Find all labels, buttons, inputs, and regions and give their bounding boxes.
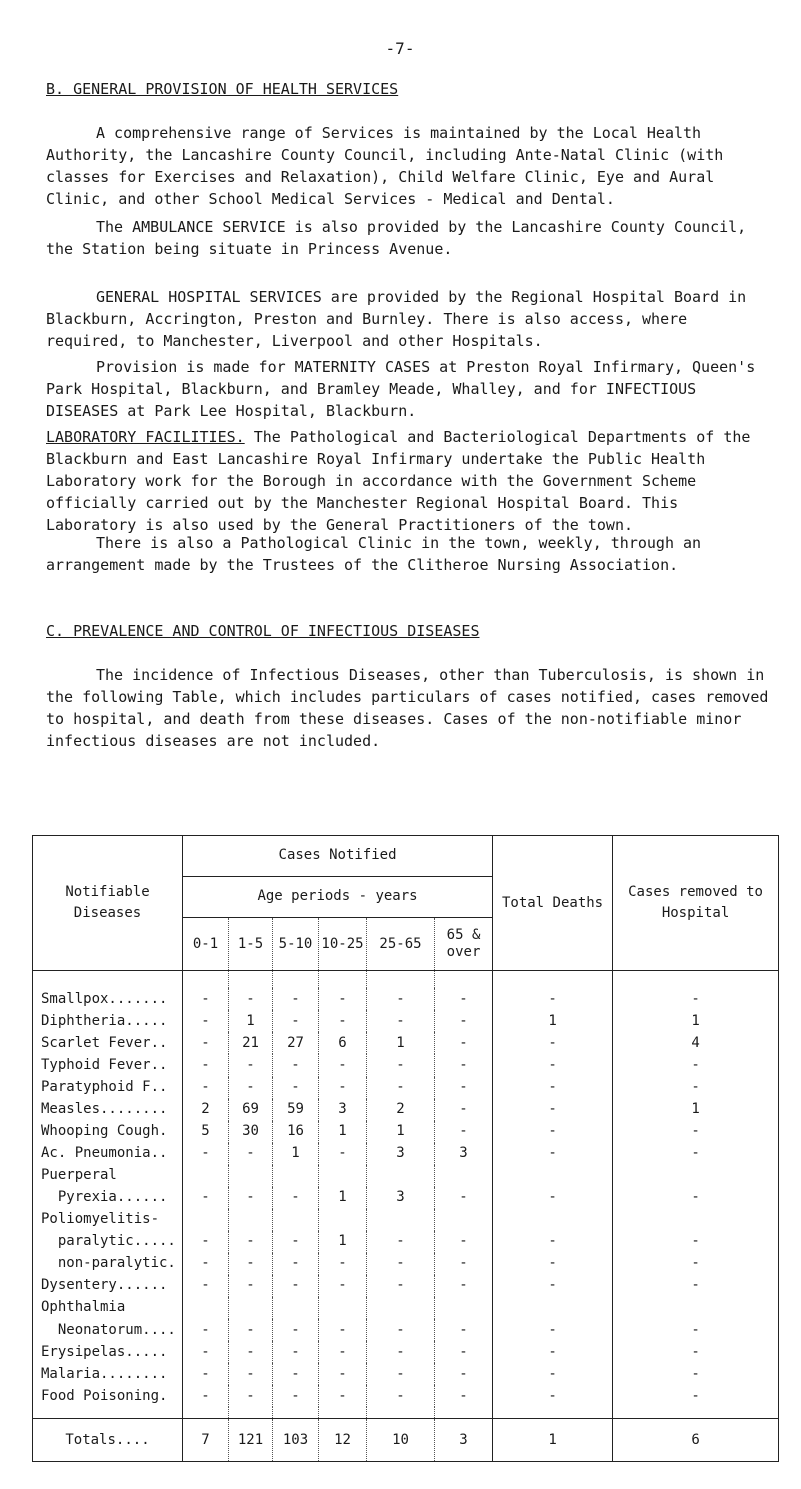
table-cell: - bbox=[613, 988, 779, 1010]
table-cell bbox=[613, 1297, 779, 1319]
table-cell: - bbox=[273, 1077, 319, 1099]
total-cell: 10 bbox=[367, 1418, 435, 1461]
table-cell: - bbox=[435, 1077, 493, 1099]
table-cell: - bbox=[613, 1363, 779, 1385]
table-cell: - bbox=[435, 1319, 493, 1341]
header-age-0-1: 0-1 bbox=[183, 917, 229, 971]
table-cell: - bbox=[493, 1319, 613, 1341]
table-cell: - bbox=[319, 1077, 367, 1099]
table-cell: - bbox=[229, 1054, 273, 1076]
table-cell: - bbox=[435, 1231, 493, 1253]
section-c-heading: C. PREVALENCE AND CONTROL OF INFECTIOUS DISEASES bbox=[46, 622, 480, 640]
disease-name: Diphtheria..... bbox=[33, 1010, 183, 1032]
table-cell: - bbox=[435, 1341, 493, 1363]
table-row bbox=[33, 1253, 779, 1275]
table-cell: - bbox=[273, 1385, 319, 1407]
header-notifiable-diseases: Notifiable Diseases bbox=[33, 836, 183, 971]
header-cases-notified: Cases Notified bbox=[183, 836, 493, 877]
table-cell: - bbox=[493, 1143, 613, 1165]
table-cell: 3 bbox=[435, 1143, 493, 1165]
table-cell bbox=[183, 1209, 229, 1231]
table-cell: 1 bbox=[493, 1010, 613, 1032]
table-cell: - bbox=[367, 1363, 435, 1385]
table-cell: - bbox=[435, 1363, 493, 1385]
table-cell: - bbox=[229, 1187, 273, 1209]
table-cell: - bbox=[201, 1321, 210, 1338]
table-cell: - bbox=[493, 988, 613, 1010]
disease-name: Malaria........ bbox=[33, 1363, 183, 1385]
totals-label: Totals.... bbox=[33, 1418, 183, 1461]
disease-name: paralytic..... bbox=[33, 1231, 183, 1253]
table-cell: - bbox=[613, 1253, 779, 1275]
table-cell: - bbox=[319, 1319, 367, 1341]
table-cell: - bbox=[613, 1341, 779, 1363]
table-cell: - bbox=[435, 1275, 493, 1297]
table-cell: - bbox=[493, 1341, 613, 1363]
table-cell: - bbox=[613, 1385, 779, 1407]
header-age-65-over: 65 & over bbox=[435, 917, 493, 971]
table-cell: - bbox=[273, 1187, 319, 1209]
table-row bbox=[33, 1363, 779, 1385]
disease-name: Neonatorum.... bbox=[33, 1319, 183, 1341]
table-row bbox=[33, 1054, 779, 1076]
table-row bbox=[33, 1231, 779, 1253]
table-cell: - bbox=[273, 1010, 319, 1032]
table-cell: - bbox=[319, 1143, 367, 1165]
disease-name: Poliomyelitis- bbox=[33, 1209, 183, 1231]
table-cell: - bbox=[493, 1231, 613, 1253]
table-cell bbox=[435, 1165, 493, 1187]
table-row bbox=[33, 1121, 779, 1143]
table-row bbox=[33, 1275, 779, 1297]
table-row bbox=[33, 1032, 779, 1054]
table-cell: - bbox=[201, 1012, 210, 1029]
table-cell: 1 bbox=[273, 1143, 319, 1165]
table-cell bbox=[367, 1165, 435, 1187]
table-cell: - bbox=[201, 1079, 210, 1096]
table-cell bbox=[229, 1209, 273, 1231]
table-cell: - bbox=[613, 1319, 779, 1341]
table-cell bbox=[367, 1209, 435, 1231]
total-cell: 103 bbox=[273, 1418, 319, 1461]
table-cell: 21 bbox=[229, 1032, 273, 1054]
table-row bbox=[33, 1187, 779, 1209]
table-cell bbox=[435, 1297, 493, 1319]
table-cell: - bbox=[201, 1056, 210, 1073]
table-cell: - bbox=[273, 1275, 319, 1297]
disease-name: non-paralytic. bbox=[33, 1253, 183, 1275]
para-laboratory bbox=[46, 426, 776, 536]
lab-heading: LABORATORY FACILITIES. bbox=[46, 428, 245, 446]
table-cell: - bbox=[613, 1143, 779, 1165]
table-cell: - bbox=[613, 1121, 779, 1143]
table-cell: - bbox=[229, 988, 273, 1010]
table-cell: - bbox=[273, 1253, 319, 1275]
table-cell: - bbox=[367, 988, 435, 1010]
table-cell: 1 bbox=[229, 1010, 273, 1032]
disease-name: Smallpox....... bbox=[33, 988, 183, 1010]
table-cell: - bbox=[613, 1275, 779, 1297]
table-cell: - bbox=[201, 1034, 210, 1051]
table-cell bbox=[367, 1297, 435, 1319]
table-cell: - bbox=[493, 1253, 613, 1275]
table-cell: - bbox=[229, 1341, 273, 1363]
table-cell: - bbox=[229, 1385, 273, 1407]
table-cell: 1 bbox=[367, 1032, 435, 1054]
table-cell: - bbox=[319, 1010, 367, 1032]
table-cell: 2 bbox=[367, 1099, 435, 1121]
table-cell: - bbox=[229, 1363, 273, 1385]
table-cell: - bbox=[319, 1054, 367, 1076]
disease-name: Typhoid Fever.. bbox=[33, 1054, 183, 1076]
table-cell: 1 bbox=[319, 1231, 367, 1253]
table-cell: - bbox=[201, 990, 210, 1007]
table-cell: - bbox=[229, 1253, 273, 1275]
header-cases-removed: Cases removed to Hospital bbox=[613, 836, 779, 971]
table-cell: - bbox=[367, 1319, 435, 1341]
lab-text: The Pathological and Bacteriological Departments of the Blackburn and East Lancashire Royal Infirmary undertake the Public Health Laboratory work for the Borough in accordance with the Government Scheme officially carried out by the Manchester Regional Hospital Board. This Laboratory is also used by the General Practitioners of the town. bbox=[46, 428, 751, 534]
table-cell: - bbox=[367, 1077, 435, 1099]
table-cell: - bbox=[229, 1077, 273, 1099]
page-number: -7- bbox=[385, 39, 415, 58]
disease-name: Scarlet Fever.. bbox=[33, 1032, 183, 1054]
table-cell: - bbox=[319, 988, 367, 1010]
disease-name: Paratyphoid F.. bbox=[33, 1077, 183, 1099]
table-cell: 6 bbox=[319, 1032, 367, 1054]
table-cell: - bbox=[493, 1032, 613, 1054]
table-cell: 1 bbox=[319, 1187, 367, 1209]
table-cell: 16 bbox=[273, 1121, 319, 1143]
disease-name: Ac. Pneumonia.. bbox=[33, 1143, 183, 1165]
table-cell: - bbox=[435, 1010, 493, 1032]
table-cell: - bbox=[273, 988, 319, 1010]
table-cell: - bbox=[493, 1099, 613, 1121]
disease-name: Pyrexia...... bbox=[33, 1187, 183, 1209]
table-cell: - bbox=[201, 1145, 210, 1162]
table-cell: - bbox=[273, 1054, 319, 1076]
table-cell bbox=[183, 1297, 229, 1319]
total-cell: 7 bbox=[183, 1418, 229, 1461]
disease-name: Food Poisoning. bbox=[33, 1385, 183, 1407]
table-cell bbox=[273, 1209, 319, 1231]
table-cell: 3 bbox=[367, 1143, 435, 1165]
table-cell: - bbox=[201, 1255, 210, 1272]
infectious-diseases-table bbox=[32, 835, 779, 1462]
header-age-1-5: 1-5 bbox=[229, 917, 273, 971]
para-maternity: Provision is made for MATERNITY CASES at Preston Royal Infirmary, Queen's Park Hospital, Blackburn, and Bramley Meade, Whalley, and for INFECTIOUS DISEASES at Park Lee Hospital, Blackburn. bbox=[46, 358, 756, 420]
table-cell: - bbox=[201, 1233, 210, 1250]
table-cell: - bbox=[319, 1253, 367, 1275]
table-cell: 3 bbox=[367, 1187, 435, 1209]
table-cell: - bbox=[435, 1253, 493, 1275]
table-cell: - bbox=[319, 1363, 367, 1385]
header-age-10-25: 10-25 bbox=[319, 917, 367, 971]
table-cell: - bbox=[435, 1385, 493, 1407]
table-cell: - bbox=[613, 1054, 779, 1076]
header-age-25-65: 25-65 bbox=[367, 917, 435, 971]
table-cell: - bbox=[435, 1099, 493, 1121]
table-cell: - bbox=[435, 1187, 493, 1209]
table-row bbox=[33, 1077, 779, 1099]
table-cell: 1 bbox=[367, 1121, 435, 1143]
table-cell bbox=[319, 1209, 367, 1231]
table-row bbox=[33, 988, 779, 1010]
table-cell: - bbox=[613, 1187, 779, 1209]
table-cell bbox=[613, 1165, 779, 1187]
table-cell bbox=[273, 1297, 319, 1319]
total-cell: 6 bbox=[613, 1418, 779, 1461]
total-cell: 121 bbox=[229, 1418, 273, 1461]
para-ambulance: The AMBULANCE SERVICE is also provided by the Lancashire County Council, the Station being situate in Princess Avenue. bbox=[46, 218, 747, 258]
table-cell: - bbox=[435, 988, 493, 1010]
table-cell bbox=[493, 1165, 613, 1187]
para-incidence: The incidence of Infectious Diseases, other than Tuberculosis, is shown in the following Table, which includes particulars of cases notified, cases removed to hospital, and death from these diseases. Cases of the non-notifiable minor infectious diseases are not included. bbox=[46, 666, 769, 750]
table-cell: - bbox=[493, 1121, 613, 1143]
table-cell: - bbox=[319, 1385, 367, 1407]
para-general-hospital: GENERAL HOSPITAL SERVICES are provided by the Regional Hospital Board in Blackburn, Accrington, Preston and Burnley. There is also access, where required, to Manchester, Liverpool and other Hospitals. bbox=[46, 288, 747, 350]
table-cell bbox=[493, 1297, 613, 1319]
table-row bbox=[33, 1165, 779, 1187]
table-cell: - bbox=[367, 1054, 435, 1076]
table-cell: 1 bbox=[613, 1099, 779, 1121]
table-cell: - bbox=[229, 1231, 273, 1253]
table-row bbox=[33, 1099, 779, 1121]
table-row bbox=[33, 1143, 779, 1165]
table-cell: 3 bbox=[319, 1099, 367, 1121]
header-total-deaths: Total Deaths bbox=[493, 836, 613, 971]
disease-name: Whooping Cough. bbox=[33, 1121, 183, 1143]
disease-name: Ophthalmia bbox=[33, 1297, 183, 1319]
table-cell: - bbox=[273, 1363, 319, 1385]
table-cell bbox=[229, 1165, 273, 1187]
table-cell: - bbox=[319, 1275, 367, 1297]
total-cell: 1 bbox=[493, 1418, 613, 1461]
table-cell: - bbox=[229, 1319, 273, 1341]
disease-name: Erysipelas..... bbox=[33, 1341, 183, 1363]
table-cell: - bbox=[435, 1032, 493, 1054]
table-row bbox=[33, 1297, 779, 1319]
table-cell: - bbox=[367, 1010, 435, 1032]
table-cell bbox=[493, 1209, 613, 1231]
table-cell: 30 bbox=[229, 1121, 273, 1143]
table-cell: - bbox=[201, 1277, 210, 1294]
table-cell: - bbox=[273, 1341, 319, 1363]
table-cell: - bbox=[435, 1121, 493, 1143]
total-cell: 3 bbox=[435, 1418, 493, 1461]
table-cell: - bbox=[201, 1365, 210, 1382]
table-cell: 69 bbox=[229, 1099, 273, 1121]
table-cell: - bbox=[229, 1143, 273, 1165]
table-cell: - bbox=[229, 1275, 273, 1297]
header-age-periods: Age periods - years bbox=[183, 876, 493, 917]
table-cell: - bbox=[201, 1343, 210, 1360]
table-cell: 27 bbox=[273, 1032, 319, 1054]
table-cell: - bbox=[367, 1341, 435, 1363]
disease-name: Puerperal bbox=[33, 1165, 183, 1187]
para-pathological-clinic: There is also a Pathological Clinic in the town, weekly, through an arrangement made by the Trustees of the Clitheroe Nursing Association. bbox=[46, 534, 702, 574]
table-cell bbox=[319, 1297, 367, 1319]
table-cell: - bbox=[493, 1275, 613, 1297]
header-age-5-10: 5-10 bbox=[273, 917, 319, 971]
table-cell: - bbox=[493, 1385, 613, 1407]
table-cell: - bbox=[273, 1319, 319, 1341]
table-cell: 1 bbox=[319, 1121, 367, 1143]
table-row bbox=[33, 1385, 779, 1407]
table-cell bbox=[229, 1297, 273, 1319]
table-cell: - bbox=[319, 1341, 367, 1363]
table-cell: 1 bbox=[613, 1010, 779, 1032]
table-cell: - bbox=[367, 1275, 435, 1297]
table-cell: - bbox=[493, 1363, 613, 1385]
table-row bbox=[33, 1341, 779, 1363]
total-cell: 12 bbox=[319, 1418, 367, 1461]
table-cell: - bbox=[613, 1231, 779, 1253]
table-row bbox=[33, 1209, 779, 1231]
table-cell: 5 bbox=[201, 1123, 210, 1140]
table-cell: - bbox=[367, 1231, 435, 1253]
table-cell bbox=[435, 1209, 493, 1231]
table-cell: - bbox=[435, 1054, 493, 1076]
table-row bbox=[33, 1010, 779, 1032]
table-row bbox=[33, 1319, 779, 1341]
table-cell: - bbox=[613, 1077, 779, 1099]
table-cell bbox=[183, 1165, 229, 1187]
table-cell: - bbox=[493, 1187, 613, 1209]
table-cell bbox=[319, 1165, 367, 1187]
table-cell: 4 bbox=[613, 1032, 779, 1054]
para-health-authority: A comprehensive range of Services is maintained by the Local Health Authority, the Lancashire County Council, including Ante-Natal Clinic (with classes for Exercises and Relaxation), Child Welfare Clinic, Eye and Aural Clinic, and other School Medical Services - Medical and Dental. bbox=[46, 124, 724, 208]
disease-name: Measles........ bbox=[33, 1099, 183, 1121]
table-cell: - bbox=[367, 1253, 435, 1275]
table-cell: - bbox=[273, 1231, 319, 1253]
table-cell: - bbox=[201, 1189, 210, 1206]
table-cell: - bbox=[367, 1385, 435, 1407]
section-b-heading: B. GENERAL PROVISION OF HEALTH SERVICES bbox=[46, 80, 399, 98]
table-cell: - bbox=[493, 1077, 613, 1099]
table-cell: - bbox=[493, 1054, 613, 1076]
table-cell: - bbox=[201, 1387, 210, 1404]
totals-row bbox=[33, 1418, 779, 1461]
table-cell bbox=[613, 1209, 779, 1231]
table-cell: 2 bbox=[201, 1101, 210, 1118]
table-cell: 59 bbox=[273, 1099, 319, 1121]
disease-name: Dysentery...... bbox=[33, 1275, 183, 1297]
table-cell bbox=[273, 1165, 319, 1187]
